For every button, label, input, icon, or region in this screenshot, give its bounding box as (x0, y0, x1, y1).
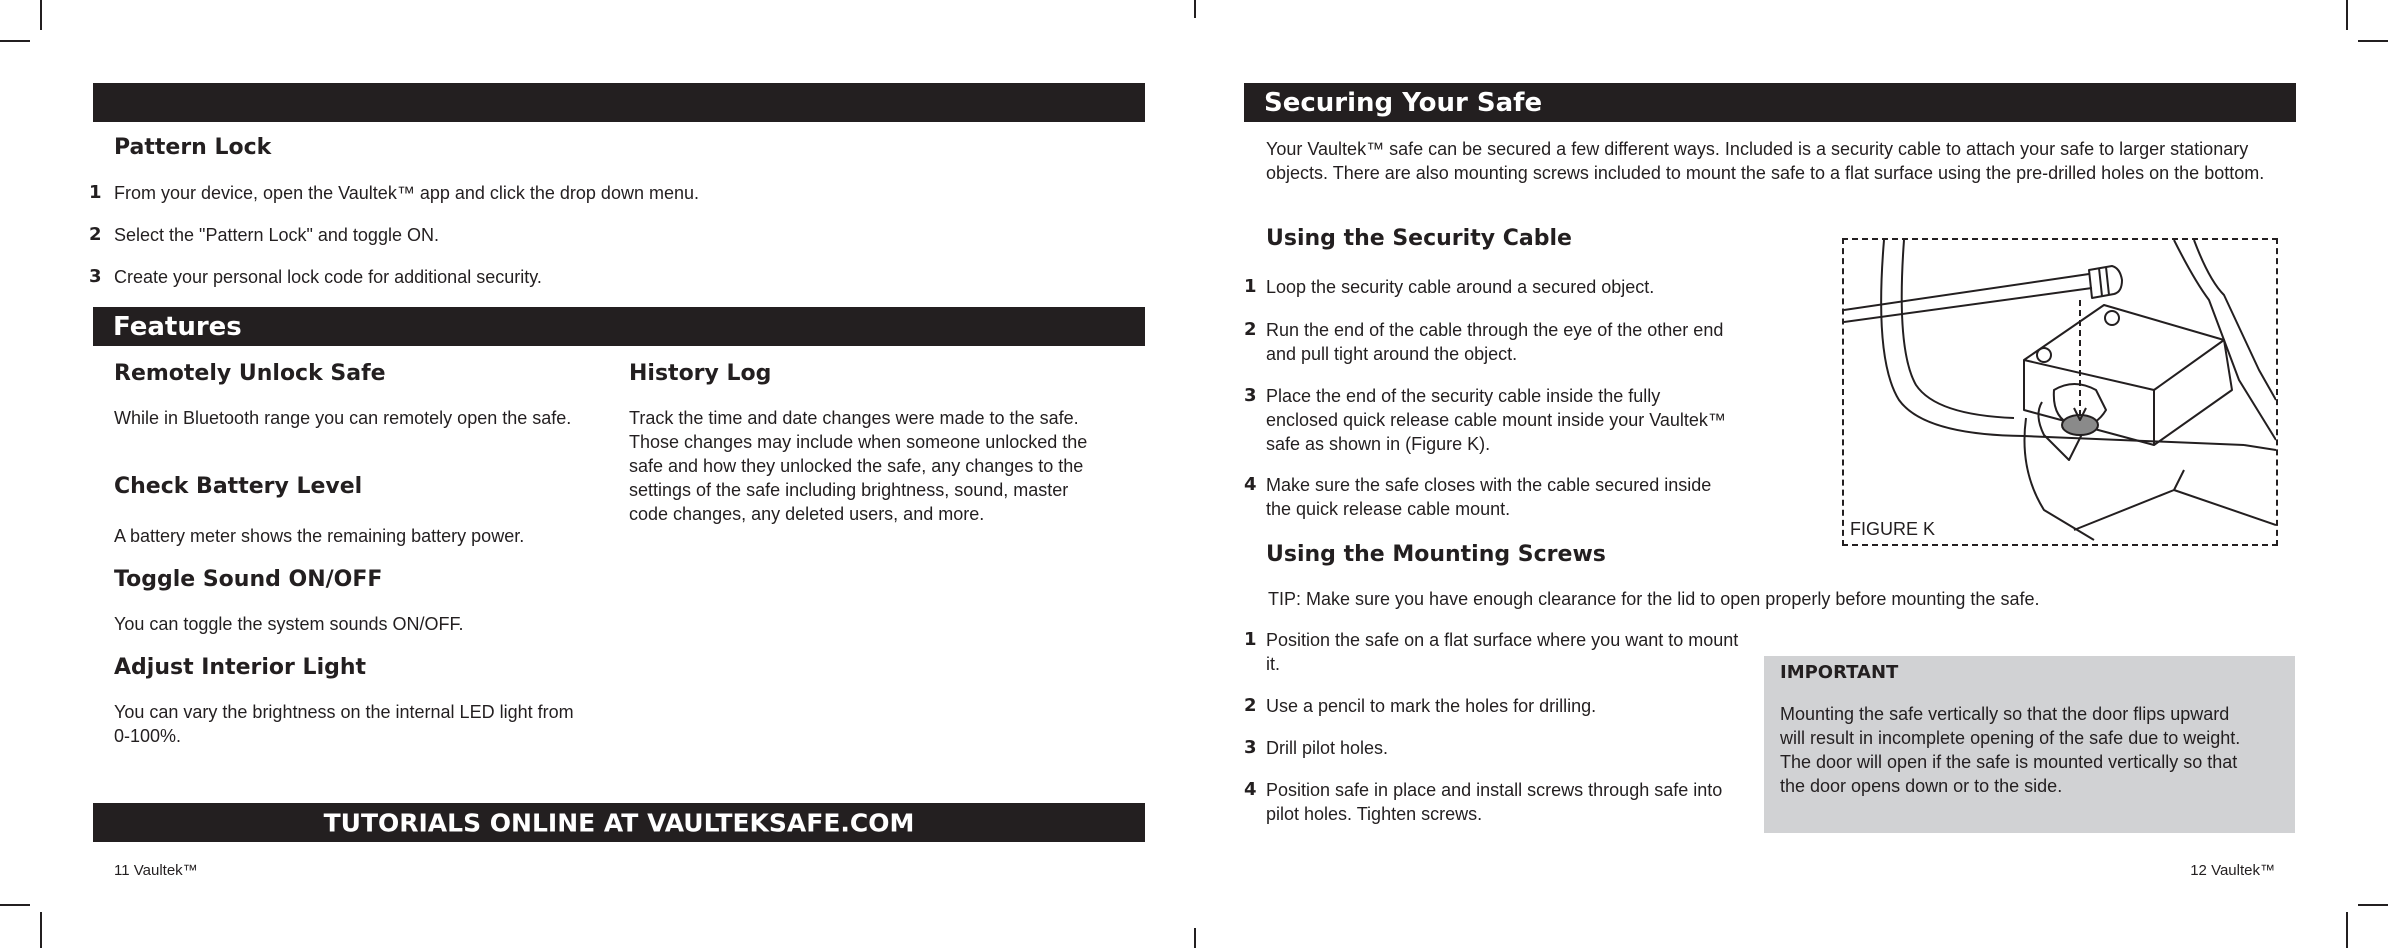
step-number: 4 (1244, 779, 1257, 800)
crop-mark (2358, 40, 2388, 42)
step-number: 2 (1244, 319, 1257, 340)
crop-mark (0, 40, 30, 42)
figure-k (1842, 238, 2278, 546)
securing-banner (1244, 83, 2296, 122)
important-box (1764, 656, 2295, 833)
step-number: 1 (1244, 629, 1257, 650)
figure-label: FIGURE K (1850, 519, 1939, 540)
crop-mark (0, 904, 30, 906)
step-text: Select the "Pattern Lock" and toggle ON. (114, 225, 439, 245)
step-text: Make sure the safe closes with the cable secured inside the quick release cable mount. (1266, 475, 1712, 519)
feature-heading: Adjust Interior Light (114, 655, 367, 680)
crop-mark (2346, 912, 2348, 948)
crop-mark (2346, 0, 2348, 30)
features-title: Features (113, 311, 242, 342)
crop-mark (1194, 0, 1196, 18)
feature-heading: Remotely Unlock Safe (114, 361, 386, 386)
securing-title: Securing Your Safe (1264, 87, 1543, 118)
page-number-right: 12 Vaultek™ (2190, 862, 2275, 879)
feature-text: You can toggle the system sounds ON/OFF. (114, 614, 464, 634)
step-text: From your device, open the Vaultek™ app and click the drop down menu. (114, 183, 699, 203)
important-title: IMPORTANT (1780, 662, 1899, 683)
mounting-screws-heading: Using the Mounting Screws (1266, 542, 1606, 567)
feature-heading: Toggle Sound ON/OFF (114, 567, 383, 592)
step-number: 1 (1244, 276, 1257, 297)
tutorials-banner (93, 803, 1145, 842)
step-number: 2 (1244, 695, 1257, 716)
top-banner (93, 83, 1145, 122)
pattern-lock-heading: Pattern Lock (114, 135, 272, 160)
step-text: Drill pilot holes. (1266, 738, 1389, 758)
step-text: Position the safe on a flat surface where you want to mount it. (1266, 630, 1739, 674)
step-number: 1 (89, 182, 102, 203)
step-text: Use a pencil to mark the holes for drilling. (1266, 696, 1597, 716)
feature-text: Track the time and date changes were made to the safe. Those changes may include when someone unlocked the safe and how they unlocked the safe, any changes to the settings of the safe including brightness, sound, master code changes, any deleted users, and more. (629, 408, 1088, 524)
step-number: 4 (1244, 474, 1257, 495)
crop-mark (1194, 928, 1196, 948)
step-number: 3 (89, 266, 102, 287)
crop-mark (2358, 904, 2388, 906)
step-text: Run the end of the cable through the eye of the other end and pull tight around the object. (1266, 320, 1724, 364)
step-number: 2 (89, 224, 102, 245)
intro-text: Your Vaultek™ safe can be secured a few different ways. Included is a security cable to attach your safe to larger stationary objects. There are also mounting screws included to mount the safe to a flat surface using the pre-drilled holes on the bottom. (1266, 139, 2265, 183)
page-number-left: 11 Vaultek™ (114, 862, 198, 879)
cable-mount-illustration (1844, 240, 2276, 544)
feature-heading: Check Battery Level (114, 474, 363, 499)
step-number: 3 (1244, 737, 1257, 758)
feature-text: While in Bluetooth range you can remotely open the safe. (114, 408, 572, 428)
important-text: Mounting the safe vertically so that the door flips upward will result in incomplete opening of the safe due to weight. The door will open if the safe is mounted vertically so that the door opens down or to the side. (1780, 704, 2241, 796)
features-banner (93, 307, 1145, 346)
tutorials-text: TUTORIALS ONLINE AT VAULTEKSAFE.COM (323, 808, 915, 837)
security-cable-heading: Using the Security Cable (1266, 226, 1572, 251)
feature-text: You can vary the brightness on the internal LED light from 0-100%. (114, 702, 574, 746)
step-number: 3 (1244, 385, 1257, 406)
feature-heading: History Log (629, 361, 772, 386)
step-text: Loop the security cable around a secured object. (1266, 277, 1655, 297)
step-text: Position safe in place and install screws through safe into pilot holes. Tighten screws. (1266, 780, 1723, 824)
feature-text: A battery meter shows the remaining battery power. (114, 526, 525, 546)
step-text: Create your personal lock code for additional security. (114, 267, 542, 287)
crop-mark (40, 912, 42, 948)
tip-text: TIP: Make sure you have enough clearance for the lid to open properly before mounting the safe. (1268, 589, 2040, 609)
crop-mark (40, 0, 42, 30)
step-text: Place the end of the security cable inside the fully enclosed quick release cable mount inside your Vaultek™ safe as shown in (Figure K). (1266, 386, 1726, 454)
